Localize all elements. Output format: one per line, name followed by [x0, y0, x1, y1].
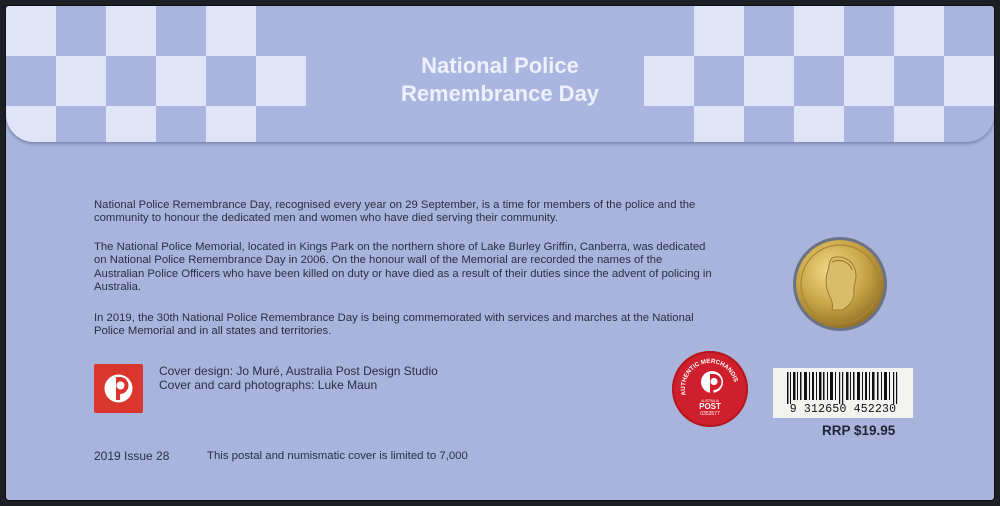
issue-number: 2019 Issue 28 — [94, 449, 170, 463]
paragraph-police-memorial: The National Police Memorial, located in Kings Park on the northern shore of Lake Burley Griffin, Canberra, was dedicated on National Police Remembrance Day in 2006. On the honour wall of the Memorial are recorded the names of the Australian Police Officers who have been killed on duty or have died as a result of their duties since the advent of policing in Australia. — [94, 241, 712, 294]
seal-australia-text: AUSTRALIA — [701, 399, 719, 403]
australia-post-logo-icon — [94, 364, 143, 413]
limited-edition-note: This postal and numismatic cover is limited to 7,000 — [207, 450, 468, 462]
gold-coin-icon — [792, 236, 888, 332]
photo-credit: Cover and card photographs: Luke Maun — [159, 378, 378, 392]
paragraph-remembrance-day: National Police Remembrance Day, recognised every year on 29 September, is a time for members of the police and the community to honour the dedicated men and women who have died serving their community. — [94, 199, 696, 225]
envelope — [6, 6, 994, 500]
seal-serial-number: 0353577 — [700, 411, 720, 417]
paragraph-2019-commemoration: In 2019, the 30th National Police Remembrance Day is being commemorated with services and marches at the National Police Memorial and in all states and territories. — [94, 312, 694, 338]
cover-design-credit: Cover design: Jo Muré, Australia Post Design Studio — [159, 364, 438, 378]
retail-price: RRP $19.95 — [822, 423, 896, 438]
barcode-number: 9 312650 452230 — [789, 403, 897, 416]
credits — [159, 364, 438, 392]
authentic-merchandise-seal-icon — [672, 351, 748, 427]
barcode — [773, 368, 913, 418]
envelope-flap — [6, 6, 994, 142]
flap-title-line2: Remembrance Day — [400, 81, 600, 106]
flap-title-line1: National Police — [421, 53, 579, 78]
flap-title — [306, 52, 694, 108]
seal-arc-text: AUTHENTIC MERCHANDIS — [679, 357, 740, 397]
seal-post-text: POST — [699, 402, 721, 411]
